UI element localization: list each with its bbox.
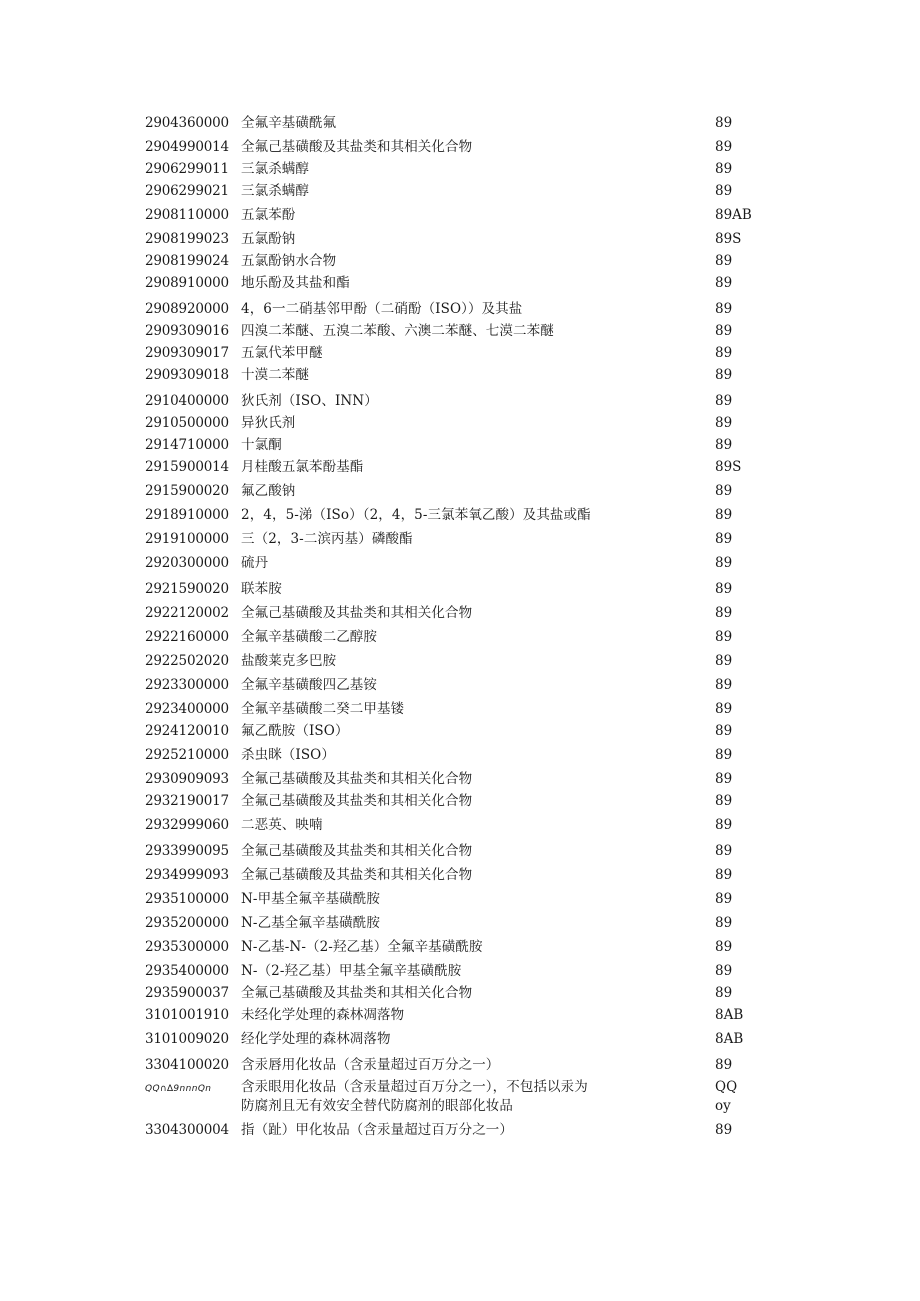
substance-name: 四溴二苯醚、五溴二苯酸、六澳二苯醚、七漠二苯醚 — [241, 323, 554, 339]
control-mark: 89 — [715, 939, 733, 955]
commodity-code: 2906299011 — [145, 161, 229, 177]
substance-name: 全氟己基磺酸及其盐类和其相关化合物 — [241, 605, 473, 621]
substance-name: N-（2-羟乙基）甲基全氟辛基磺酰胺 — [241, 963, 462, 979]
table-row — [145, 414, 765, 433]
table-row — [145, 1121, 765, 1140]
commodity-code: 2925210000 — [145, 747, 229, 763]
commodity-code: 2915900014 — [145, 459, 229, 475]
table-row — [145, 1078, 765, 1116]
control-mark: 89 — [715, 345, 733, 361]
substance-name: 十漠二苯醚 — [241, 367, 309, 383]
table-row — [145, 842, 765, 861]
substance-name: 三氯杀螨醇 — [241, 183, 309, 199]
substance-name: 盐酸莱克多巴胺 — [241, 653, 337, 669]
commodity-code: 3304100020 — [145, 1057, 229, 1073]
substance-name: 全氟己基磺酸及其盐类和其相关化合物 — [241, 771, 473, 787]
table-row — [145, 580, 765, 599]
control-mark: 89 — [715, 1057, 733, 1073]
control-mark: 89 — [715, 253, 733, 269]
control-mark: 89 — [715, 653, 733, 669]
substance-name: 全氟己基磺酸及其盐类和其相关化合物 — [241, 843, 473, 859]
table-row — [145, 366, 765, 385]
commodity-code: 2908199024 — [145, 253, 229, 269]
substance-name: 五氯酚钠 — [241, 231, 296, 247]
table-row — [145, 530, 765, 549]
substance-name: 月桂酸五氯苯酚基酯 — [241, 459, 364, 475]
commodity-code: 2921590020 — [145, 581, 229, 597]
substance-name: 氟乙酸钠 — [241, 483, 296, 499]
table-row — [145, 506, 765, 525]
substance-name: 经化学处理的森林凋落物 — [241, 1031, 391, 1047]
table-row — [145, 1006, 765, 1025]
commodity-code: 2910500000 — [145, 415, 229, 431]
table-row — [145, 816, 765, 835]
commodity-code: 2908910000 — [145, 275, 229, 291]
control-mark: 89 — [715, 301, 733, 317]
table-row — [145, 652, 765, 671]
table-row — [145, 722, 765, 741]
substance-name: N-甲基全氟辛基磺酰胺 — [241, 891, 380, 907]
control-mark: QQ oy — [715, 1079, 738, 1114]
commodity-code: 2919100000 — [145, 531, 229, 547]
commodity-code: 2923400000 — [145, 701, 229, 717]
substance-name: 全氟己基磺酸及其盐类和其相关化合物 — [241, 867, 473, 883]
table-row — [145, 604, 765, 623]
control-mark: 89S — [715, 231, 742, 247]
commodity-code: 3101001910 — [145, 1007, 229, 1023]
control-mark: 89 — [715, 793, 733, 809]
table-row — [145, 458, 765, 477]
control-mark: 8AB — [715, 1031, 744, 1047]
table-row — [145, 770, 765, 789]
substance-name: 五氯苯酚 — [241, 207, 296, 223]
substance-name: 硫丹 — [241, 555, 269, 571]
control-mark: 89 — [715, 963, 733, 979]
table-row — [145, 482, 765, 501]
control-mark: 89 — [715, 483, 733, 499]
control-mark: 8AB — [715, 1007, 744, 1023]
commodity-code: 2906299021 — [145, 183, 229, 199]
table-row — [145, 914, 765, 933]
commodity-code-table — [145, 114, 765, 1140]
control-mark: 89 — [715, 817, 733, 833]
table-row — [145, 938, 765, 957]
substance-name: N-乙基全氟辛基磺酰胺 — [241, 915, 380, 931]
commodity-code: 2934999093 — [145, 867, 229, 883]
commodity-code: 2909309018 — [145, 367, 229, 383]
control-mark: 89 — [715, 771, 733, 787]
control-mark: 89AB — [715, 207, 752, 223]
control-mark: 89 — [715, 867, 733, 883]
substance-name: N-乙基-N-（2-羟乙基）全氟辛基磺酰胺 — [241, 939, 483, 955]
substance-name: 五氯酚钠水合物 — [241, 253, 337, 269]
table-row — [145, 1056, 765, 1075]
substance-name: 全氟辛基磺酰氟 — [241, 115, 337, 131]
control-mark: 89 — [715, 507, 733, 523]
table-row — [145, 114, 765, 133]
control-mark: 89 — [715, 323, 733, 339]
substance-name: 十氯酮 — [241, 437, 282, 453]
substance-name: 2，4，5-涕（ISo）（2，4，5-三氯苯氧乙酸）及其盐或酯 — [241, 507, 591, 523]
substance-name: 地乐酚及其盐和酯 — [241, 275, 350, 291]
table-row — [145, 274, 765, 293]
table-row — [145, 230, 765, 249]
substance-name: 含汞眼用化妆品（含汞量超过百万分之一），不包括以汞为 防腐剂且无有效安全替代防腐剂的眼部化妆品 — [241, 1079, 588, 1114]
table-row — [145, 890, 765, 909]
commodity-code: 2920300000 — [145, 555, 229, 571]
substance-name: 三（2，3-二滨丙基）磷酸酯 — [241, 531, 413, 547]
table-row — [145, 160, 765, 179]
commodity-code: 2935900037 — [145, 985, 229, 1001]
substance-name: 异狄氏剂 — [241, 415, 296, 431]
commodity-code: 2932190017 — [145, 793, 229, 809]
control-mark: 89 — [715, 531, 733, 547]
commodity-code: 2908199023 — [145, 231, 229, 247]
table-row — [145, 436, 765, 455]
control-mark: 89 — [715, 367, 733, 383]
substance-name: 狄氏剂（ISO、INN） — [241, 393, 378, 409]
table-row — [145, 554, 765, 573]
table-row — [145, 962, 765, 981]
commodity-code: 2908920000 — [145, 301, 229, 317]
control-mark: 89S — [715, 459, 742, 475]
commodity-code: 3304300004 — [145, 1122, 229, 1138]
control-mark: 89 — [715, 275, 733, 291]
table-row — [145, 628, 765, 647]
table-row — [145, 792, 765, 811]
control-mark: 89 — [715, 915, 733, 931]
table-row — [145, 1030, 765, 1049]
table-row — [145, 344, 765, 363]
table-row — [145, 182, 765, 201]
substance-name: 三氯杀螨醇 — [241, 161, 309, 177]
substance-name: 全氟己基磺酸及其盐类和其相关化合物 — [241, 139, 473, 155]
substance-name: 全氟己基磺酸及其盐类和其相关化合物 — [241, 985, 473, 1001]
commodity-code: 2930909093 — [145, 771, 229, 787]
substance-name: 联苯胺 — [241, 581, 282, 597]
commodity-code: 3101009020 — [145, 1031, 229, 1047]
substance-name: 全氟辛基磺酸四乙基铵 — [241, 677, 377, 693]
substance-name: 五氯代苯甲醚 — [241, 345, 323, 361]
commodity-code: 2922160000 — [145, 629, 229, 645]
control-mark: 89 — [715, 1122, 733, 1138]
control-mark: 89 — [715, 393, 733, 409]
table-row — [145, 300, 765, 319]
substance-name: 氟乙酰胺（ISO） — [241, 723, 349, 739]
control-mark: 89 — [715, 677, 733, 693]
control-mark: 89 — [715, 139, 733, 155]
control-mark: 89 — [715, 605, 733, 621]
commodity-code: 2935300000 — [145, 939, 229, 955]
table-row — [145, 746, 765, 765]
commodity-code: 2932999060 — [145, 817, 229, 833]
control-mark: 89 — [715, 985, 733, 1001]
control-mark: 89 — [715, 723, 733, 739]
substance-name: 未经化学处理的森林凋落物 — [241, 1007, 405, 1023]
table-row — [145, 676, 765, 695]
control-mark: 89 — [715, 183, 733, 199]
table-row — [145, 866, 765, 885]
commodity-code: 2904990014 — [145, 139, 229, 155]
commodity-code: 2922120002 — [145, 605, 229, 621]
substance-name: 全氟己基磺酸及其盐类和其相关化合物 — [241, 793, 473, 809]
commodity-code: 2908110000 — [145, 207, 229, 223]
table-row — [145, 252, 765, 271]
table-row — [145, 700, 765, 719]
substance-name: 全氟辛基磺酸二乙醇胺 — [241, 629, 377, 645]
substance-name: 二恶英、映喃 — [241, 817, 323, 833]
table-row — [145, 984, 765, 1003]
commodity-code: QQ∩∆9nnnQn — [145, 1084, 212, 1094]
control-mark: 89 — [715, 161, 733, 177]
commodity-code: 2918910000 — [145, 507, 229, 523]
commodity-code: 2933990095 — [145, 843, 229, 859]
control-mark: 89 — [715, 555, 733, 571]
commodity-code: 2910400000 — [145, 393, 229, 409]
commodity-code: 2915900020 — [145, 483, 229, 499]
commodity-code: 2922502020 — [145, 653, 229, 669]
substance-name: 4，6一二硝基邻甲酚（二硝酚（ISO））及其盐 — [241, 301, 523, 317]
table-row — [145, 392, 765, 411]
commodity-code: 2924120010 — [145, 723, 229, 739]
commodity-code: 2923300000 — [145, 677, 229, 693]
table-row — [145, 138, 765, 157]
commodity-code: 2935400000 — [145, 963, 229, 979]
commodity-code: 2904360000 — [145, 115, 229, 131]
control-mark: 89 — [715, 581, 733, 597]
substance-name: 杀虫眯（ISO） — [241, 747, 335, 763]
control-mark: 89 — [715, 629, 733, 645]
substance-name: 全氟辛基磺酸二癸二甲基镂 — [241, 701, 405, 717]
control-mark: 89 — [715, 415, 733, 431]
substance-name: 指（趾）甲化妆品（含汞量超过百万分之一） — [241, 1122, 513, 1138]
control-mark: 89 — [715, 437, 733, 453]
table-row — [145, 322, 765, 341]
table-row — [145, 206, 765, 225]
control-mark: 89 — [715, 747, 733, 763]
control-mark: 89 — [715, 843, 733, 859]
commodity-code: 2935100000 — [145, 891, 229, 907]
control-mark: 89 — [715, 701, 733, 717]
commodity-code: 2909309016 — [145, 323, 229, 339]
control-mark: 89 — [715, 891, 733, 907]
commodity-code: 2909309017 — [145, 345, 229, 361]
commodity-code: 2914710000 — [145, 437, 229, 453]
commodity-code: 2935200000 — [145, 915, 229, 931]
substance-name: 含汞唇用化妆品（含汞量超过百万分之一） — [241, 1057, 500, 1073]
control-mark: 89 — [715, 115, 733, 131]
